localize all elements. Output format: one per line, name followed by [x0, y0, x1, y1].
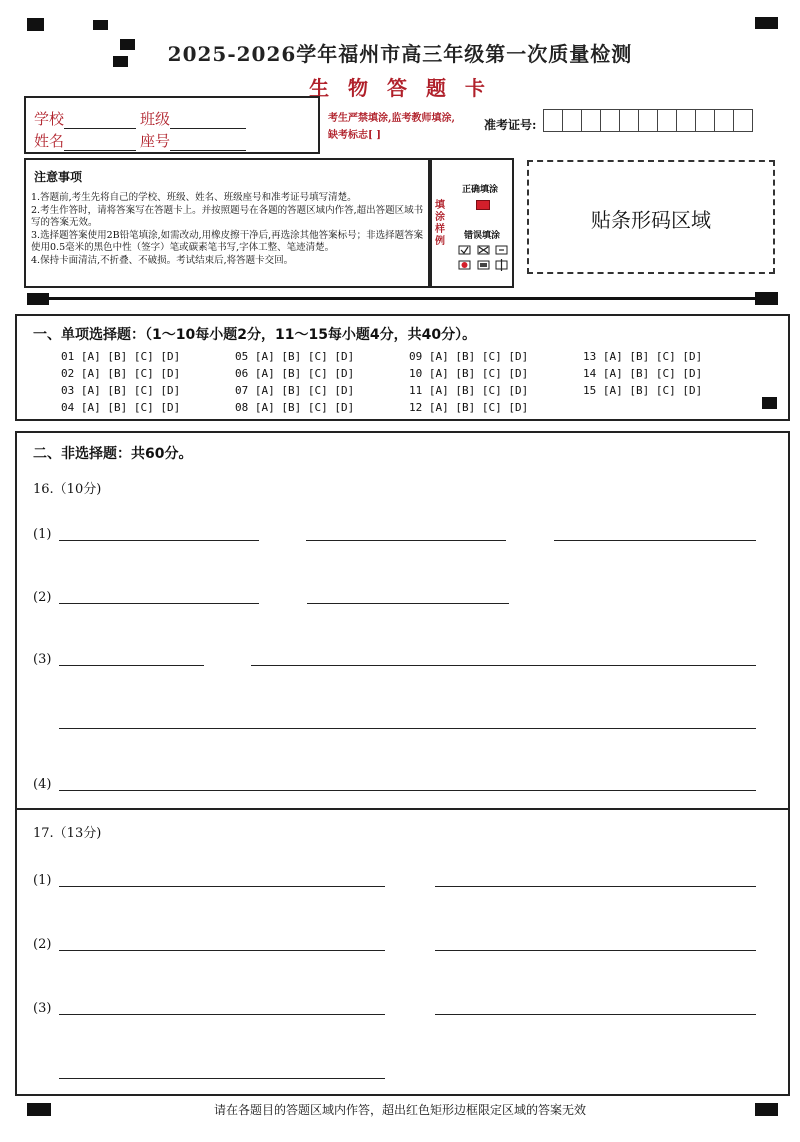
mc-number: 05 — [235, 350, 249, 363]
mc-options[interactable]: [A] [B] [C] [D] — [428, 367, 529, 380]
mc-question[interactable] — [409, 350, 528, 363]
notice-title: 注意事项 — [34, 170, 83, 184]
mc-question[interactable] — [235, 401, 354, 414]
mc-options[interactable]: [A] [B] [C] [D] — [254, 384, 355, 397]
exam-id-digit[interactable] — [581, 109, 601, 132]
registration-mark — [762, 397, 777, 409]
exam-id-label: 准考证号: — [484, 118, 537, 132]
mc-options[interactable]: [A] [B] [C] [D] — [428, 401, 529, 414]
registration-mark — [755, 1103, 778, 1116]
q16-part2-label: (2) — [33, 590, 52, 605]
answer-line[interactable] — [554, 540, 756, 541]
school-label: 学校 — [34, 110, 65, 128]
mc-question[interactable] — [235, 384, 354, 397]
q16-part4-label: (4) — [33, 777, 52, 792]
fill-example-box — [430, 158, 514, 288]
notice-item: 4.保持卡面清洁,不折叠、不破损。考试结束后,将答题卡交回。 — [31, 254, 294, 266]
fill-example-side-label: 填涂样例 — [435, 200, 445, 247]
answer-line[interactable] — [435, 886, 756, 887]
mc-number: 08 — [235, 401, 249, 414]
exam-id-digit[interactable] — [600, 109, 620, 132]
proctor-note-line1: 考生严禁填涂,监考教师填涂, — [328, 113, 455, 124]
answer-line[interactable] — [251, 665, 756, 666]
mc-question[interactable] — [583, 350, 702, 363]
mc-number: 10 — [409, 367, 423, 380]
mc-options[interactable]: [A] [B] [C] [D] — [80, 401, 181, 414]
answer-line[interactable] — [306, 540, 506, 541]
mc-question[interactable] — [409, 384, 528, 397]
mc-number: 13 — [583, 350, 597, 363]
answer-line[interactable] — [59, 665, 204, 666]
class-field[interactable] — [140, 108, 246, 129]
registration-mark — [27, 293, 49, 305]
exam-id-digit[interactable] — [638, 109, 658, 132]
exam-id-digit[interactable] — [676, 109, 696, 132]
barcode-label: 贴条形码区域 — [591, 208, 711, 232]
class-label: 班级 — [140, 110, 171, 128]
mc-question[interactable] — [583, 367, 702, 380]
exam-id-digit[interactable] — [562, 109, 582, 132]
q16-part3-label: (3) — [33, 652, 52, 667]
mc-options[interactable]: [A] [B] [C] [D] — [428, 384, 529, 397]
divider — [49, 297, 755, 300]
notice-item: 3.选择题答案使用2B铅笔填涂,如需改动,用橡皮擦干净后,再选涂其他答案标号；非选择题答案使用0.5毫米的黑色中性（签字）笔或碳素笔书写,字体工整、笔迹清楚。 — [31, 229, 424, 253]
section2-box — [15, 431, 790, 1096]
exam-id-digit[interactable] — [695, 109, 715, 132]
mc-question[interactable] — [409, 401, 528, 414]
answer-line[interactable] — [59, 540, 259, 541]
seat-label: 座号 — [140, 132, 171, 150]
barcode-area — [527, 160, 775, 274]
section1-box — [15, 314, 790, 421]
registration-mark — [93, 20, 108, 30]
wrong-fill-marks-icon — [458, 244, 514, 274]
mc-number: 01 — [61, 350, 75, 363]
answer-line[interactable] — [59, 886, 385, 887]
q16-heading: 16.（10分) — [33, 482, 102, 497]
answer-line[interactable] — [435, 950, 756, 951]
q17-part1-label: (1) — [33, 873, 52, 888]
mc-options[interactable]: [A] [B] [C] [D] — [80, 384, 181, 397]
mc-options[interactable]: [A] [B] [C] [D] — [602, 350, 703, 363]
mc-question[interactable] — [583, 384, 702, 397]
absent-mark[interactable]: 缺考标志[ ] — [328, 130, 381, 141]
exam-id-digit[interactable] — [543, 109, 563, 132]
answer-line[interactable] — [59, 603, 259, 604]
mc-question[interactable] — [61, 350, 180, 363]
name-label: 姓名 — [34, 132, 65, 150]
mc-options[interactable]: [A] [B] [C] [D] — [80, 367, 181, 380]
mc-options[interactable]: [A] [B] [C] [D] — [602, 367, 703, 380]
correct-fill-label: 正确填涂 — [462, 185, 499, 195]
answer-line[interactable] — [435, 1014, 756, 1015]
answer-line[interactable] — [307, 603, 509, 604]
mc-number: 15 — [583, 384, 597, 397]
mc-number: 11 — [409, 384, 423, 397]
registration-mark — [755, 292, 778, 305]
q17-part2-label: (2) — [33, 937, 52, 952]
mc-question[interactable] — [235, 367, 354, 380]
answer-line[interactable] — [59, 790, 756, 791]
exam-id-digit[interactable] — [619, 109, 639, 132]
student-info-box — [24, 96, 320, 154]
q17-heading: 17.（13分) — [33, 826, 102, 841]
exam-id-digit[interactable] — [733, 109, 753, 132]
mc-number: 02 — [61, 367, 75, 380]
mc-options[interactable]: [A] [B] [C] [D] — [254, 401, 355, 414]
mc-question[interactable] — [61, 401, 180, 414]
mc-options[interactable]: [A] [B] [C] [D] — [254, 367, 355, 380]
q16-part1-label: (1) — [33, 527, 52, 542]
mc-number: 09 — [409, 350, 423, 363]
mc-number: 06 — [235, 367, 249, 380]
answer-line[interactable] — [59, 950, 385, 951]
school-field[interactable] — [34, 108, 136, 129]
mc-question[interactable] — [409, 367, 528, 380]
seat-field[interactable] — [140, 130, 246, 151]
answer-line[interactable] — [59, 1014, 385, 1015]
mc-options[interactable]: [A] [B] [C] [D] — [80, 350, 181, 363]
mc-question[interactable] — [61, 367, 180, 380]
exam-id-digit[interactable] — [657, 109, 677, 132]
mc-number: 07 — [235, 384, 249, 397]
notice-box — [24, 158, 430, 288]
mc-number: 12 — [409, 401, 423, 414]
footer-note: 请在各题目的答题区域内作答，超出红色矩形边框限定区域的答案无效 — [213, 1103, 586, 1117]
page-title: 2025-2026学年福州市高三年级第一次质量检测 — [167, 42, 633, 66]
mc-number: 04 — [61, 401, 75, 414]
correct-fill-mark — [476, 200, 490, 210]
registration-mark — [755, 17, 778, 29]
proctor-note — [328, 110, 455, 144]
question-divider — [17, 808, 788, 810]
notice-item: 2.考生作答时，请将答案写在答题卡上。并按照题号在各题的答题区域内作答,超出答题区域书写的答案无效。 — [31, 204, 424, 228]
mc-number: 03 — [61, 384, 75, 397]
mc-options[interactable]: [A] [B] [C] [D] — [254, 350, 355, 363]
wrong-fill-label: 错误填涂 — [464, 231, 501, 241]
mc-question[interactable] — [61, 384, 180, 397]
mc-question[interactable] — [235, 350, 354, 363]
name-field[interactable] — [34, 130, 136, 151]
registration-mark — [27, 18, 44, 31]
section1-title: 一、单项选择题：（1～10每小题2分，11～15每小题4分，共40分）。 — [33, 327, 477, 343]
mc-options[interactable]: [A] [B] [C] [D] — [602, 384, 703, 397]
exam-id-grid[interactable] — [543, 109, 752, 136]
answer-line[interactable] — [59, 728, 756, 729]
q17-part3-label: (3) — [33, 1001, 52, 1016]
mc-options[interactable]: [A] [B] [C] [D] — [428, 350, 529, 363]
notice-item: 1.答题前,考生先将自己的学校、班级、姓名、班级座号和准考证号填写清楚。 — [31, 192, 357, 203]
page-subtitle: 生 物 答 题 卡 — [309, 76, 491, 100]
section2-title: 二、非选择题：共60分。 — [33, 446, 193, 462]
answer-line[interactable] — [59, 1078, 385, 1079]
mc-number: 14 — [583, 367, 597, 380]
exam-id-digit[interactable] — [714, 109, 734, 132]
